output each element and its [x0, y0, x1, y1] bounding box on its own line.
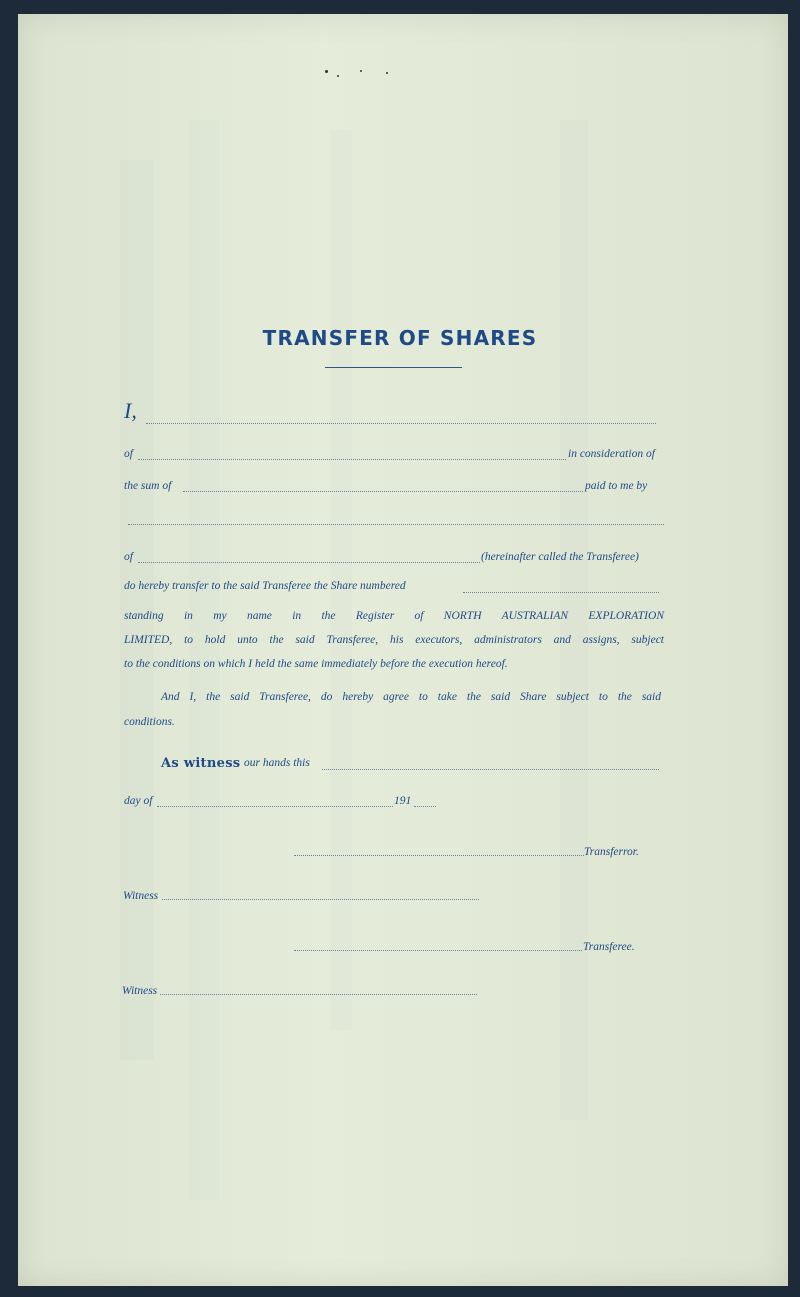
label-witness-1: Witness — [123, 890, 159, 902]
label-our-hands: our hands this — [244, 757, 310, 769]
agree-conditions: conditions. — [124, 716, 175, 728]
date-month-line[interactable] — [157, 806, 393, 807]
ink-spot — [325, 70, 328, 73]
label-witness-2: Witness — [122, 985, 158, 997]
transferor-address-line[interactable] — [138, 459, 566, 460]
ink-spot — [360, 70, 362, 72]
transferee-signature-line[interactable] — [294, 950, 582, 951]
label-sum-of: the sum of — [124, 480, 172, 492]
transferor-name-line[interactable] — [146, 423, 656, 424]
label-do-hereby-transfer: do hereby transfer to the said Transferee the Share numbered — [124, 580, 406, 592]
year-prefix: 191 — [394, 795, 412, 807]
label-of: of — [124, 448, 133, 460]
agree-line: And I, the said Transferee, do hereby agree to take the said Share subject to the said — [161, 691, 661, 703]
transferee-name-line[interactable] — [128, 524, 664, 525]
paragraph-line-2: LIMITED, to hold unto the said Transferee, his executors, administrators and assigns, subject — [124, 634, 664, 646]
document-title: TRANSFER OF SHARES — [262, 326, 538, 350]
label-hereinafter: (hereinafter called the Transferee) — [481, 551, 639, 563]
share-number-line[interactable] — [463, 592, 659, 593]
paragraph-line-1: standing in my name in the Register of NORTH AUSTRALIAN EXPLORATION — [124, 610, 664, 622]
transferror-signature-line[interactable] — [294, 855, 584, 856]
label-transferror: Transferror. — [584, 846, 639, 858]
label-as-witness: As witness — [161, 756, 241, 771]
witness-2-signature-line[interactable] — [160, 994, 477, 995]
sum-line[interactable] — [183, 491, 583, 492]
label-transferee: Transferee. — [583, 941, 635, 953]
title-underline — [325, 367, 462, 368]
date-year-line[interactable] — [414, 806, 436, 807]
label-day-of: day of — [124, 795, 153, 807]
witness-1-signature-line[interactable] — [162, 899, 479, 900]
ink-spot — [337, 75, 339, 77]
transferee-address-line[interactable] — [138, 562, 480, 563]
ink-spot — [386, 72, 388, 74]
date-day-line[interactable] — [322, 769, 659, 770]
label-of-2: of — [124, 551, 133, 563]
label-paid-to-me-by: paid to me by — [585, 480, 648, 492]
paragraph-line-3: to the conditions on which I held the same immediately before the execution hereof. — [124, 658, 508, 670]
label-i: I, — [124, 398, 137, 423]
label-in-consideration: in consideration of — [568, 448, 655, 460]
